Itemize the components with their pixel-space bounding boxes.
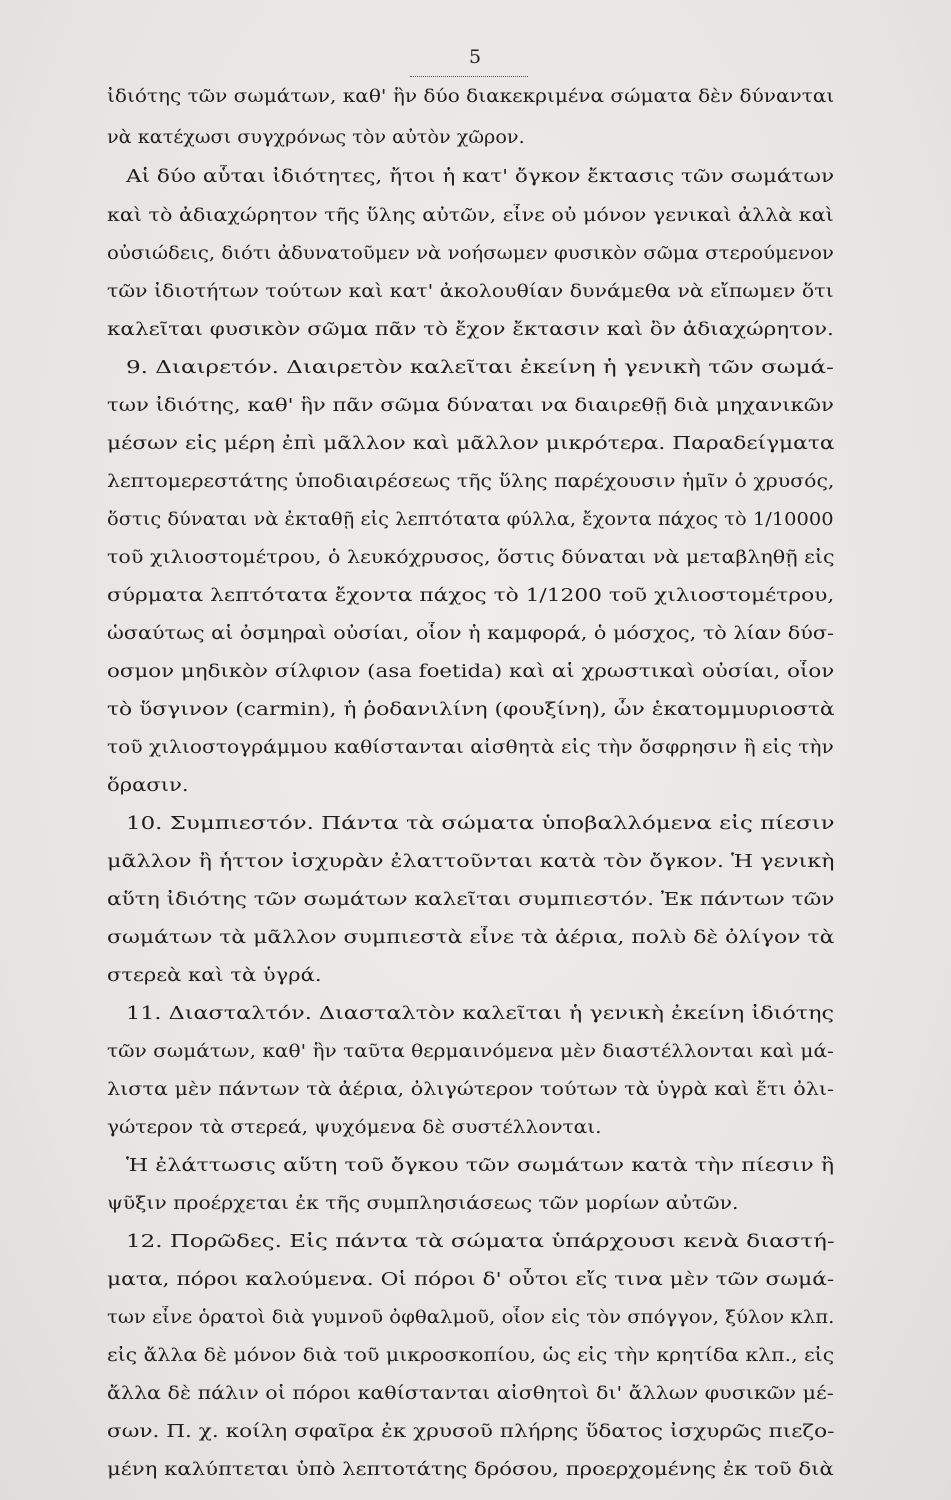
text-line: ματα, πόροι καλούμενα. Οἱ πόροι δ' οὗτοι εἴς τινα μὲν τῶν σωμά- — [107, 1270, 835, 1290]
text-line: μένη καλύπτεται ὑπὸ λεπτοτάτης δρόσου, προερχομένης ἐκ τοῦ διὰ — [107, 1460, 834, 1480]
text-line: λιστα μὲν πάντων τὰ ἀέρια, ὀλιγώτερον τούτων τὰ ὑγρὰ καὶ ἔτι ὀλι- — [107, 1080, 834, 1100]
text-line: τοῦ χιλιοστομέτρου, ὁ λευκόχρυσος, ὅστις δύναται νὰ μεταβληθῇ εἰς — [107, 548, 835, 568]
text-line: εἰς ἄλλα δὲ μόνον διὰ τοῦ μικροσκοπίου, ὡς εἰς τὴν κρητίδα κλπ., εἰς — [107, 1346, 835, 1366]
text-line: οσμον μηδικὸν σίλφιον (asa foetida) καὶ αἱ χρωστικαὶ οὐσίαι, οἷον — [107, 662, 835, 682]
text-line: τῶν σωμάτων, καθ' ἣν ταῦτα θερμαινόμενα μὲν διαστέλλονται καὶ μά- — [107, 1042, 834, 1062]
text-line: αὕτη ἰδιότης τῶν σωμάτων καλεῖται συμπιεστόν. Ἐκ πάντων τῶν — [107, 890, 835, 910]
text-line: γώτερον τὰ στερεά, ψυχόμενα δὲ συστέλλονται. — [107, 1118, 602, 1138]
text-line: μᾶλλον ἢ ἧττον ἰσχυρὰν ἐλαττοῦνται κατὰ τὸν ὄγκον. Ἡ γενικὴ — [107, 852, 835, 872]
page-number: 5 — [468, 46, 483, 68]
text-line: 9. Διαιρετόν. Διαιρετὸν καλεῖται ἐκείνη ἡ γενικὴ τῶν σωμά- — [126, 358, 834, 378]
text-line: ὅστις δύναται νὰ ἐκταθῇ εἰς λεπτότατα φύλλα, ἔχοντα πάχος τὸ 1/10000 — [107, 510, 834, 530]
text-line: ἰδιότης τῶν σωμάτων, καθ' ἣν δύο διακεκριμένα σώματα δὲν δύνανται — [107, 87, 835, 107]
text-line: τῶν ἰδιοτήτων τούτων καὶ κατ' ἀκολουθίαν δυνάμεθα νὰ εἴπωμεν ὅτι — [107, 282, 834, 302]
text-line: 10. Συμπιεστόν. Πάντα τὰ σώματα ὑποβαλλόμενα εἰς πίεσιν — [126, 814, 835, 834]
text-line: 11. Διασταλτόν. Διασταλτὸν καλεῖται ἡ γενικὴ ἐκείνη ἰδιότης — [126, 1004, 834, 1024]
text-line: λεπτομερεστάτης ὑποδιαιρέσεως τῆς ὕλης παρέχουσιν ἡμῖν ὁ χρυσός, — [107, 472, 835, 492]
text-line: καλεῖται φυσικὸν σῶμα πᾶν τὸ ἔχον ἔκτασιν καὶ ὂν ἀδιαχώρητον. — [107, 320, 834, 340]
text-line: νὰ κατέχωσι συγχρόνως τὸν αὐτὸν χῶρον. — [107, 128, 525, 148]
text-line: 12. Πορῶδες. Εἰς πάντα τὰ σώματα ὑπάρχουσι κενὰ διαστή- — [126, 1232, 835, 1252]
text-line: τοῦ χιλιοστογράμμου καθίστανται αἰσθητὰ εἰς τὴν ὄσφρησιν ἢ εἰς τὴν — [107, 738, 834, 758]
text-line: ἄλλα δὲ πάλιν οἱ πόροι καθίστανται αἰσθητοὶ δι' ἄλλων φυσικῶν μέ- — [107, 1384, 834, 1404]
text-line: των ἰδιότης, καθ' ἣν πᾶν σῶμα δύναται να διαιρεθῇ διὰ μηχανικῶν — [107, 396, 834, 416]
text-line: σύρματα λεπτότατα ἔχοντα πάχος τὸ 1/1200 τοῦ χιλιοστομέτρου, — [107, 586, 835, 606]
text-line: ὡσαύτως αἱ ὀσμηραὶ οὐσίαι, οἷον ἡ καμφορά, ὁ μόσχος, τὸ λίαν δύσ- — [107, 624, 835, 644]
text-line: ψῦξιν προέρχεται ἐκ τῆς συμπλησιάσεως τῶν μορίων αὐτῶν. — [107, 1194, 739, 1214]
text-line: καὶ τὸ ἀδιαχώρητον τῆς ὕλης αὐτῶν, εἶνε οὐ μόνον γενικαὶ ἀλλὰ καὶ — [107, 206, 834, 226]
text-line: στερεὰ καὶ τὰ ὑγρά. — [107, 966, 322, 986]
text-line: μέσων εἰς μέρη ἐπὶ μᾶλλον καὶ μᾶλλον μικρότερα. Παραδείγματα — [107, 434, 835, 454]
header-divider — [410, 76, 528, 77]
text-line: τὸ ὕσγινον (carmin), ἡ ῥοδανιλίνη (φουξίνη), ὧν ἑκατομμυριοστὰ — [107, 700, 835, 720]
text-line: σωμάτων τὰ μᾶλλον συμπιεστὰ εἶνε τὰ ἀέρια, πολὺ δὲ ὀλίγον τὰ — [107, 928, 835, 948]
text-line: ὅρασιν. — [107, 776, 189, 796]
text-line: σων. Π. χ. κοίλη σφαῖρα ἐκ χρυσοῦ πλήρης ὕδατος ἰσχυρῶς πιεζο- — [107, 1422, 835, 1442]
text-line: των εἶνε ὁρατοὶ διὰ γυμνοῦ ὀφθαλμοῦ, οἷον εἰς τὸν σπόγγον, ξύλον κλπ. — [107, 1308, 835, 1328]
text-line: Ἡ ἐλάττωσις αὕτη τοῦ ὄγκου τῶν σωμάτων κατὰ τὴν πίεσιν ἢ — [126, 1156, 835, 1176]
text-line: Αἱ δύο αὗται ἰδιότητες, ἤτοι ἡ κατ' ὄγκον ἔκτασις τῶν σωμάτων — [126, 167, 835, 187]
text-line: οὐσιώδεις, διότι ἀδυνατοῦμεν νὰ νοήσωμεν φυσικὸν σῶμα στερούμενον — [107, 244, 834, 264]
